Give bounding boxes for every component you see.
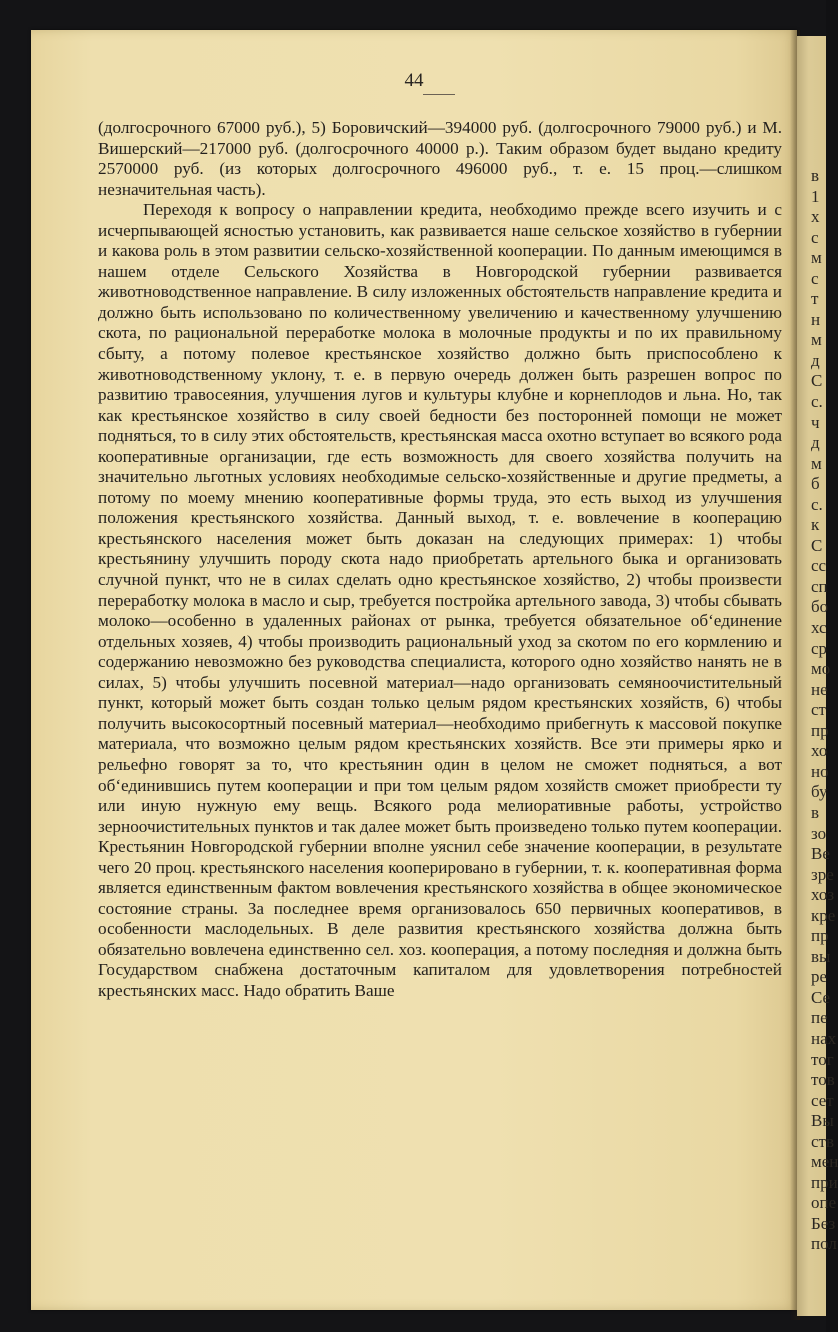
book-page <box>31 30 797 1310</box>
paragraph-credit-direction: Переходя к вопросу о направлении кредита, необходимо прежде всего изучить и с исчерпывающей ясностью установить, как развивается наше сельское хозяйство в губернии и какова роль в этом развитии сельско-хозяйственной кооперации. По данным имеющимся в нашем отделе Сельского Хозяйства в Новгородской губернии развивается животноводственное направление. В силу изложенных обстоятельств направление кредита и должно быть использовано по количественному увеличению и качественному улучшению скота, по рациональной переработке молока в молочные продукты и по их правильному сбыту, а потому полевое крестьянское хозяйство должно быть приспособлено к животноводственному уклону, т. е. в первую очередь должен быть разрешен вопрос по развитию травосеяния, улучшения лугов и культуры клубне и корнеплодов и льна. Но, так как крестьянское хозяйство в силу своей бедности без посторонней помощи не может подняться, то в силу этих обстоятельств, крестьянская масса охотно вступает во всякого рода кооперативные организации, где есть возможность для своего хозяйства получить на значительно льготных условиях необходимые сельско-хозяйственные и другие предметы, а потому по моему мнению кооперативные формы труда, это есть выход из улучшения положения крестьянского хозяйства. Данный выход, т. е. вовлечение в кооперацию крестьянского населения может быть доказан на следующих примерах: 1) чтобы крестьянину улучшить породу скота надо приобретать артельного быка и организовать случной пункт, что не в силах сделать одно крестьянское хозяйство, 2) чтобы произвести переработку молока в масло и сыр, требуется постройка артельного завода, 3) чтобы сбывать молоко—особенно в удаленных районах от рынка, требуется обязательное об‘единение отдельных хозяев, 4) чтобы производить рациональный уход за скотом по его кормлению и содержанию невозможно без руководства специалиста, которого одно хозяйство нанять не в силах, 5) чтобы улучшить посевной материал—надо организовать семяноочистительный пункт, который может быть создан только целым рядом крестьянских хозяйств, 6) чтобы получить высокосортный посевный материал—необходимо прибегнуть к массовой покупке материала, что возможно целым рядом крестьянских хозяйств. Все эти примеры ярко и рельефно говорят за то, что крестьянин один в целом не сможет подняться, а вот об‘единившись путем кооперации и при том целым рядом хозяйств сможет приобрести ту или иную нужную ему вещь. Всякого рода мелиоративные работы, устройство зерноочистительных пунктов и так далее может быть произведено только путем кооперации. Крестьянин Новгородской губернии вполне уяснил себе значение кооперации, в результате чего 20 проц. крестьянского населения кооперировано в губернии, т. к. кооперативная форма является единственным фактом вовлечения крестьянского хозяйства в общее экономическое состояние страны. За последнее время организовалось 650 первичных кооперативов, в особенности маслодельных. В деле развития крестьянского хозяйства должна быть обязательно вовлечена единственно сел. хоз. кооперация, а потому последняя и должна быть Государством снабжена достаточным капиталом для удовлетворения потребностей крестьянских масс. Надо обратить Ваше <box>98 200 782 1000</box>
page-number-underline <box>423 94 455 95</box>
paragraph-continued: (долгосрочного 67000 руб.), 5) Боровичский—394000 руб. (долгосрочного 79000 руб.) и М. Вишерский—217000 руб. (долгосрочного 40000 р.). Таким образом будет выдано кредиту 2570000 руб. (из которых долгосрочного 496000 руб., т. е. 15 проц.—слишком незначительная часть). <box>98 118 782 199</box>
next-page-edge <box>797 36 838 1316</box>
page-number: 44 <box>404 70 424 91</box>
body-text <box>98 118 782 1002</box>
next-page-edge-text: в 1 х с м с т н м д С с. ч д м б с. к С сс сп бо хс ср мо не ст пр хо но бу в зо Ве зре хоз кре пр вы ре Се пе нах тог тов сет Вы ств мен при опе Без пол <box>811 166 838 1254</box>
